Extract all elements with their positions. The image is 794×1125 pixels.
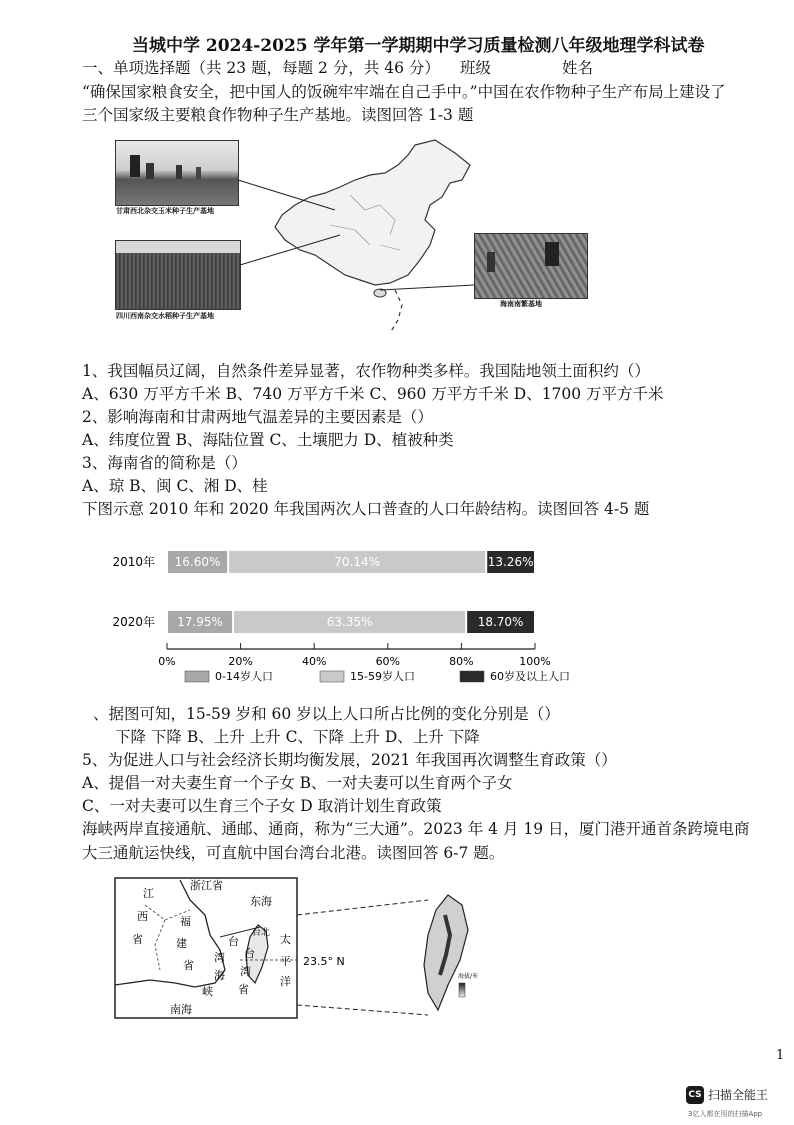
intro-line-1: “确保国家粮食安全，把中国人的饭碗牢牢端在自己手中。”中国在农作物种子生产布局上建设了	[82, 83, 726, 101]
intro-line-2: 三个国家级主要粮食作物种子生产基地。读图回答 1-3 题	[82, 106, 474, 124]
x-tick-label-4: 80%	[449, 655, 474, 668]
map-label-xi: 西	[137, 910, 148, 923]
data-label-0-1: 70.14%	[334, 555, 381, 569]
question-2: 2、影响海南和甘肃两地气温差异的主要因素是（）	[82, 408, 433, 426]
latitude-label: 23.5° N	[303, 955, 345, 968]
section-heading: 一、单项选择题（共 23 题，每题 2 分，共 46 分）	[82, 59, 440, 77]
question-4: 、据图可知，15-59 岁和 60 岁以上人口所占比例的变化分别是（）	[93, 705, 560, 723]
map-label-tai-3: 太	[280, 933, 291, 946]
map-label-wan-1: 湾	[214, 951, 225, 964]
class-label: 班级	[460, 59, 492, 77]
map-label-sheng-tw: 省	[238, 983, 249, 996]
map-label-sheng-fj: 省	[183, 959, 194, 972]
map-label-tai-2: 台	[244, 947, 255, 960]
question-4-options: 下降 下降 B、上升 上升 C、下降 上升 D、上升 下降	[115, 728, 480, 746]
map-label-sheng-jx: 省	[132, 933, 143, 946]
population-age-chart	[90, 535, 570, 695]
question-2-options: A、纬度位置 B、海陆位置 C、土壤肥力 D、植被种类	[82, 431, 454, 449]
x-tick-label-2: 40%	[301, 655, 327, 668]
intro-questions-4-5: 下图示意 2010 年和 2020 年我国两次人口普查的人口年龄结构。读图回答 4-5 题	[82, 500, 650, 518]
map-label-donghai: 东海	[250, 895, 272, 908]
x-tick-label-5: 100%	[519, 655, 551, 668]
scanner-slogan: 3亿人都在用的扫描App	[688, 1110, 763, 1118]
hainan-caption: 海南南繁基地	[500, 300, 542, 308]
elevation-legend-label: 海拔/米	[458, 973, 479, 980]
category-label-0: 2010年	[112, 555, 155, 569]
china-map	[230, 135, 490, 345]
legend-label-2: 60岁及以上人口	[490, 670, 570, 683]
legend-swatch-0	[185, 671, 209, 682]
zoom-line-bottom	[297, 1005, 428, 1015]
map-label-yang: 洋	[280, 975, 291, 988]
map-label-hai: 海	[214, 969, 225, 982]
question-3: 3、海南省的简称是（）	[82, 454, 247, 472]
gansu-photo-figures	[116, 141, 238, 205]
map-label-ping: 平	[280, 955, 291, 968]
map-label-taibei: 台北	[252, 928, 271, 938]
map-label-wan-2: 湾	[240, 965, 251, 978]
scanner-brand: 扫描全能王	[708, 1088, 769, 1102]
question-5-options-2: C、一对夫妻可以生育三个子女 D 取消计划生育政策	[82, 797, 442, 815]
camscanner-logo-icon: CS	[686, 1086, 704, 1104]
legend-label-1: 15-59岁人口	[350, 670, 415, 683]
legend-swatch-2	[460, 671, 484, 682]
gansu-corn-photo	[115, 140, 239, 206]
south-sea-dashes	[390, 290, 402, 333]
exam-title: 当城中学 2024-2025 学年第一学期期中学习质量检测八年级地理学科试卷	[132, 36, 705, 56]
name-label: 姓名	[562, 59, 594, 77]
question-3-options: A、琼 B、闽 C、湘 D、桂	[82, 477, 268, 495]
legend-label-0: 0-14岁人口	[215, 670, 273, 683]
map-label-zhejiang: 浙江省	[190, 879, 223, 892]
intro-questions-6-7-line-1: 海峡两岸直接通航、通邮、通商，称为“三大通”。2023 年 4 月 19 日，厦门港开通首条跨境电商	[82, 820, 750, 838]
hainan-photo-figures	[475, 234, 587, 298]
data-label-1-2: 18.70%	[477, 615, 524, 629]
data-label-1-1: 63.35%	[326, 615, 373, 629]
map-label-jian: 建	[176, 937, 187, 950]
question-1-options: A、630 万平方千米 B、740 万平方千米 C、960 万平方千米 D、1700 万平方千米	[82, 385, 664, 403]
elevation-legend	[459, 983, 465, 997]
gansu-caption: 甘肃西北杂交玉米种子生产基地	[116, 207, 214, 215]
legend-swatch-1	[320, 671, 344, 682]
x-tick-label-1: 20%	[228, 655, 253, 668]
category-label-1: 2020年	[112, 615, 155, 629]
zoom-line-top	[297, 900, 428, 915]
taiwan-strait-map	[110, 875, 510, 1025]
page-number: 1	[776, 1048, 785, 1063]
question-1: 1、我国幅员辽阔，自然条件差异显著，农作物种类多样。我国陆地领土面积约（）	[82, 362, 650, 380]
question-5-options-1: A、提倡一对夫妻生育一个子女 B、一对夫妻可以生育两个子女	[82, 774, 513, 792]
question-5: 5、为促进人口与社会经济长期均衡发展，2021 年我国再次调整生育政策（）	[82, 751, 617, 769]
leader-hainan	[380, 285, 474, 290]
china-outline	[275, 140, 470, 285]
map-label-xia: 峡	[202, 985, 213, 998]
hainan-photo	[474, 233, 588, 299]
sichuan-rice-photo	[115, 240, 241, 310]
data-label-1-0: 17.95%	[177, 615, 223, 629]
map-label-tai-1: 台	[228, 935, 239, 948]
data-label-0-2: 13.26%	[487, 555, 534, 569]
sichuan-caption: 四川西南杂交水稻种子生产基地	[116, 312, 214, 320]
map-label-jiang: 江	[143, 887, 154, 900]
map-label-nanhai: 南海	[170, 1003, 192, 1016]
map-label-fu: 福	[180, 915, 191, 928]
x-tick-label-0: 0%	[158, 655, 176, 668]
x-tick-label-3: 60%	[375, 655, 401, 668]
data-label-0-0: 16.60%	[174, 555, 221, 569]
intro-questions-6-7-line-2: 大三通航运快线，可直航中国台湾台北港。读图回答 6-7 题。	[82, 844, 505, 862]
